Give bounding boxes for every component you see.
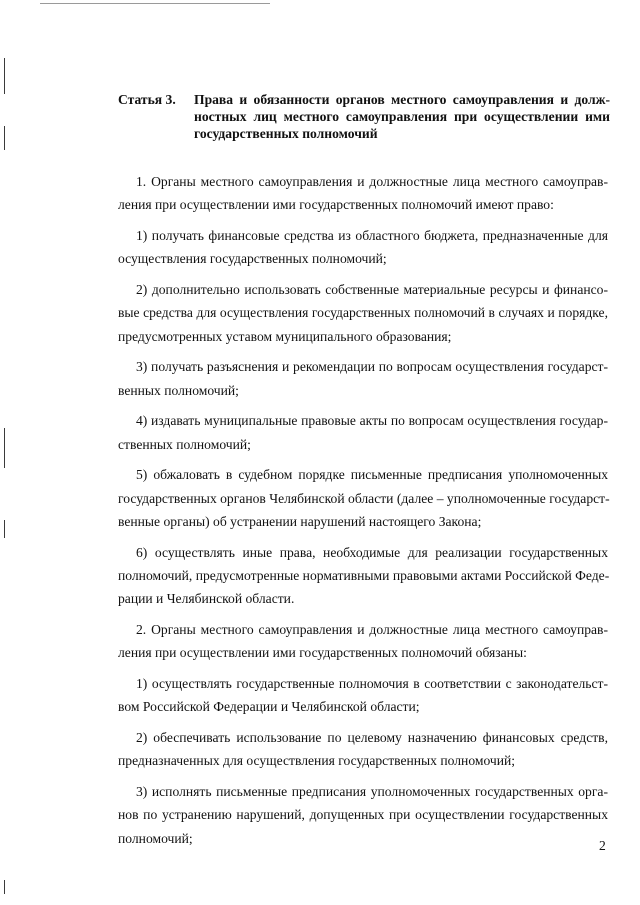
paragraph-line: нов по устранению нарушений, допущенных при осуществлении государственных <box>118 807 608 823</box>
article-body <box>118 170 608 857</box>
paragraph-line: 6) осуществлять иные права, необходимые для реализации государственных <box>136 544 608 560</box>
paragraph-p1-1 <box>118 224 608 271</box>
scan-edge-mark <box>4 58 5 94</box>
paragraph-p2-2 <box>118 726 608 773</box>
paragraph-line: 1. Органы местного самоуправления и должностные лица местного самоуправ- <box>136 174 608 189</box>
paragraph-line: осуществления государственных полномочий; <box>118 251 387 267</box>
paragraph-line: 1) получать финансовые средства из областного бюджета, предназначенные для <box>136 227 608 243</box>
paragraph-line: венных полномочий; <box>118 382 239 398</box>
paragraph-p2-3 <box>118 780 608 850</box>
article-number: Статья 3. <box>118 92 176 107</box>
paragraph-line: предназначенных для осуществления государственных полномочий; <box>118 753 516 769</box>
paragraph-line: рации и Челябинской области. <box>118 591 295 607</box>
paragraph-p1 <box>118 170 608 217</box>
paragraph-line: 3) получать разъяснения и рекомендации по вопросам осуществления государст- <box>136 359 608 375</box>
paragraph-line: 3) исполнять письменные предписания уполномоченных государственных орга- <box>136 783 608 799</box>
paragraph-line: 5) обжаловать в судебном порядке письменные предписания уполномоченных <box>136 467 608 483</box>
paragraph-line: полномочий; <box>118 830 193 846</box>
scan-top-mark <box>40 3 270 4</box>
paragraph-line: предусмотренных уставом муниципального образования; <box>118 328 452 344</box>
scan-edge-mark <box>4 880 5 894</box>
paragraph-line: вые средства для осуществления государственных полномочий в случаях и порядке, <box>118 305 608 321</box>
article-title <box>194 91 610 142</box>
article-title-line: государственных полномочий <box>194 126 378 141</box>
paragraph-p1-3 <box>118 355 608 402</box>
paragraph-p1-2 <box>118 278 608 348</box>
article-title-line: ностных лиц местного самоуправления при осуществлении ими <box>194 109 610 124</box>
paragraph-line: 2. Органы местного самоуправления и должностные лица местного самоуправ- <box>136 621 608 637</box>
paragraph-line: венные органы) об устранении нарушений настоящего Закона; <box>118 514 482 530</box>
paragraph-line: ления при осуществлении ими государственных полномочий обязаны: <box>118 645 527 661</box>
paragraph-p1-5 <box>118 463 608 533</box>
page-number: 2 <box>599 838 606 853</box>
article-title-line: Права и обязанности органов местного самоуправления и долж- <box>194 92 610 107</box>
paragraph-line: ственных полномочий; <box>118 436 251 452</box>
paragraph-p1-6 <box>118 541 608 611</box>
paragraph-line: полномочий, предусмотренные нормативными правовыми актами Российской Феде- <box>118 567 610 583</box>
paragraph-line: 2) обеспечивать использование по целевому назначению финансовых средств, <box>136 729 608 745</box>
paragraph-p2-1 <box>118 672 608 719</box>
paragraph-line: ления при осуществлении ими государственных полномочий имеют право: <box>118 197 554 213</box>
paragraph-line: государственных органов Челябинской области (далее – уполномоченные государст- <box>118 490 610 506</box>
scan-edge-mark <box>4 126 5 150</box>
scan-edge-mark <box>4 520 5 538</box>
paragraph-line: 4) издавать муниципальные правовые акты по вопросам осуществления государ- <box>136 413 608 429</box>
paragraph-line: 2) дополнительно использовать собственные материальные ресурсы и финансо- <box>136 281 608 297</box>
paragraph-p2 <box>118 618 608 665</box>
paragraph-line: вом Российской Федерации и Челябинской области; <box>118 699 420 715</box>
paragraph-line: 1) осуществлять государственные полномочия в соответствии с законодательст- <box>136 675 608 691</box>
scan-edge-mark <box>4 428 5 468</box>
paragraph-p1-4 <box>118 409 608 456</box>
